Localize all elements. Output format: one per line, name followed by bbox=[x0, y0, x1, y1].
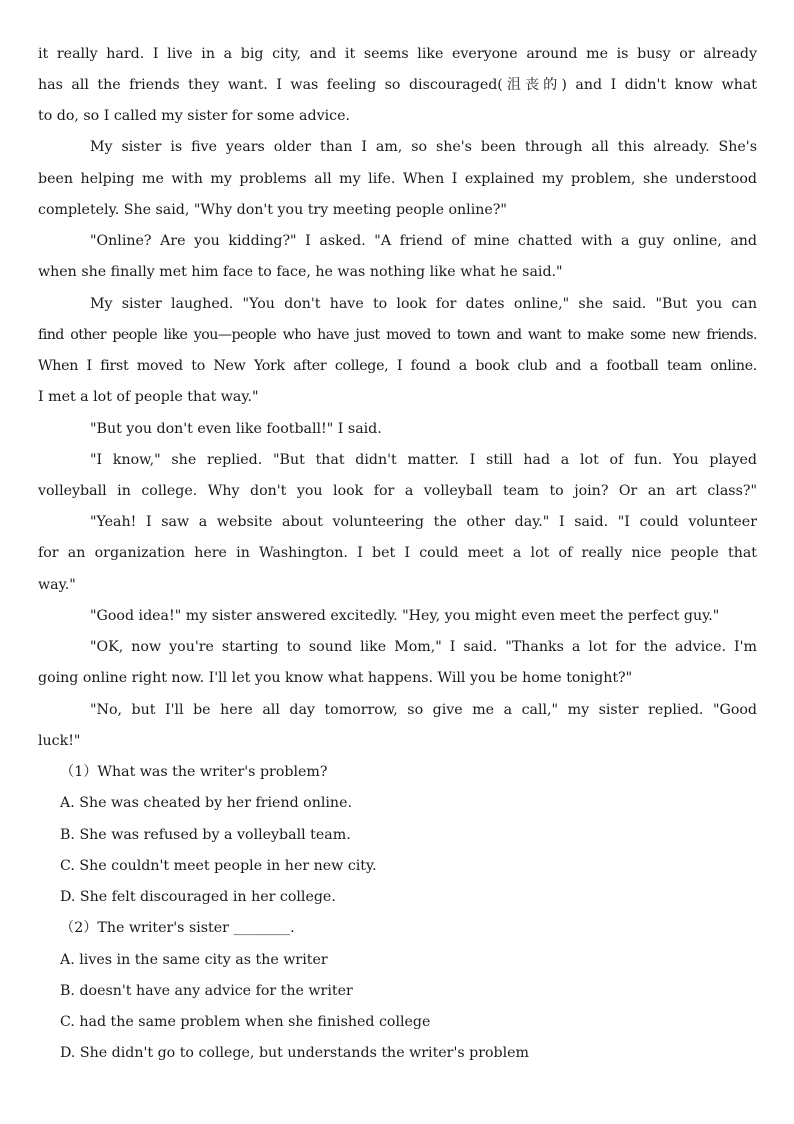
question-stem: （1）What was the writer's problem? bbox=[60, 764, 328, 780]
passage-line: luck!" bbox=[38, 733, 81, 749]
passage-line: "No, but I'll be here all day tomorrow, so give me a call," my sister replied. "Good bbox=[90, 702, 757, 718]
passage-line: find other people like you—people who have just moved to town and want to make some new friends. bbox=[38, 327, 757, 343]
passage-line: has all the friends they want. I was feeling so discouraged(沮丧的) and I didn't know what bbox=[38, 77, 757, 93]
passage-line: "OK, now you're starting to sound like Mom," I said. "Thanks a lot for the advice. I'm bbox=[90, 639, 757, 655]
passage-line: "Good idea!" my sister answered excitedly. "Hey, you might even meet the perfect guy." bbox=[90, 608, 720, 624]
option-d: D. She felt discouraged in her college. bbox=[60, 889, 336, 905]
passage-line: to do, so I called my sister for some advice. bbox=[38, 108, 350, 124]
passage-line: been helping me with my problems all my life. When I explained my problem, she understood bbox=[38, 171, 757, 187]
option-c: C. had the same problem when she finished college bbox=[60, 1014, 431, 1030]
passage-line: completely. She said, "Why don't you try meeting people online?" bbox=[38, 202, 507, 218]
passage-line: I met a lot of people that way." bbox=[38, 389, 259, 405]
passage-line: "Online? Are you kidding?" I asked. "A friend of mine chatted with a guy online, and bbox=[90, 233, 757, 249]
passage-line: When I first moved to New York after college, I found a book club and a football team online. bbox=[38, 358, 757, 374]
passage-line: "But you don't even like football!" I said. bbox=[90, 421, 382, 437]
option-a: A. lives in the same city as the writer bbox=[60, 952, 328, 968]
passage-line: when she finally met him face to face, he was nothing like what he said." bbox=[38, 264, 563, 280]
passage-line: going online right now. I'll let you know what happens. Will you be home tonight?" bbox=[38, 670, 633, 686]
passage-line: "I know," she replied. "But that didn't matter. I still had a lot of fun. You played bbox=[90, 452, 757, 468]
passage-line: way." bbox=[38, 577, 76, 593]
passage-line: "Yeah! I saw a website about volunteering the other day." I said. "I could volunteer bbox=[90, 514, 757, 530]
passage-line: it really hard. I live in a big city, and it seems like everyone around me is busy or already bbox=[38, 46, 757, 62]
option-c: C. She couldn't meet people in her new city. bbox=[60, 858, 377, 874]
passage-line: for an organization here in Washington. I bet I could meet a lot of really nice people that bbox=[38, 545, 757, 561]
question-stem: （2）The writer's sister ________. bbox=[60, 920, 295, 936]
option-b: B. doesn't have any advice for the writer bbox=[60, 983, 353, 999]
passage-line: My sister is five years older than I am, so she's been through all this already. She's bbox=[90, 139, 757, 155]
option-a: A. She was cheated by her friend online. bbox=[60, 795, 352, 811]
option-d: D. She didn't go to college, but understands the writer's problem bbox=[60, 1045, 530, 1061]
passage-line: volleyball in college. Why don't you look for a volleyball team to join? Or an art class?" bbox=[38, 483, 757, 499]
option-b: B. She was refused by a volleyball team. bbox=[60, 827, 351, 843]
passage-line: My sister laughed. "You don't have to look for dates online," she said. "But you can bbox=[90, 296, 757, 312]
